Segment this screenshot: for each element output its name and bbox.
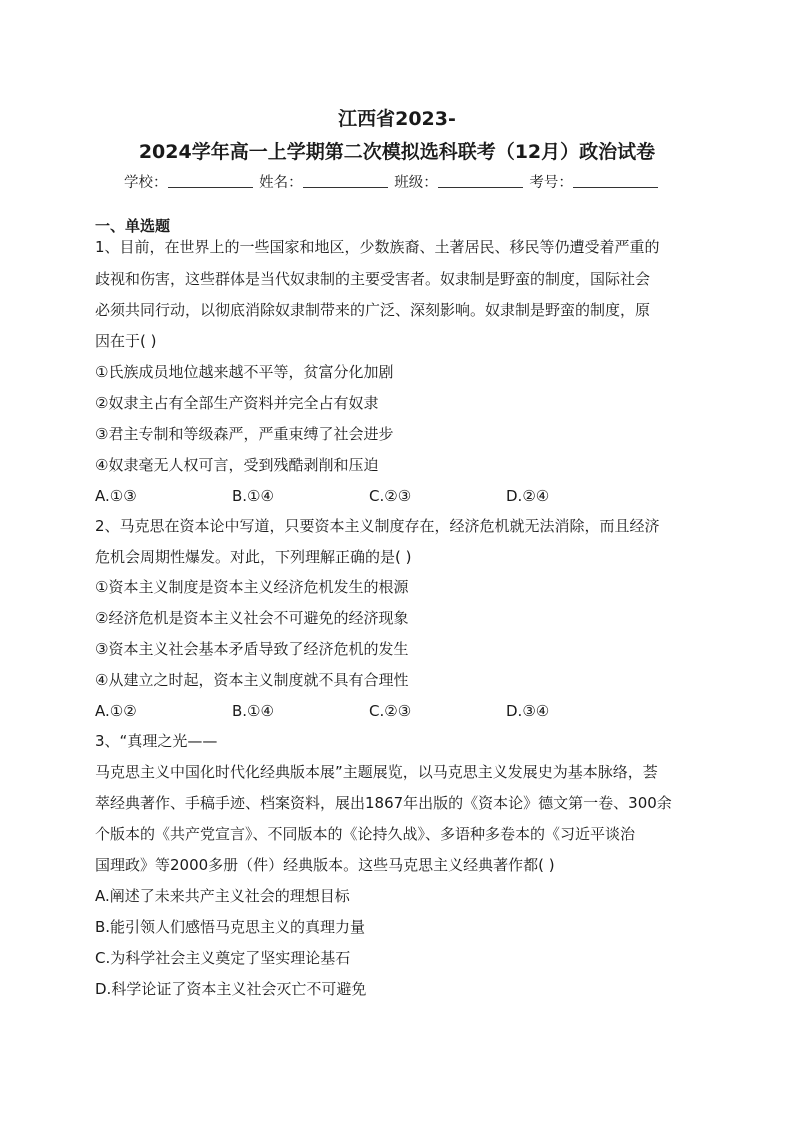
- exam-number-blank: [573, 175, 658, 188]
- q3-stem-line: 马克思主义中国化时代化经典版本展”主题展览，以马克思主义发展史为基本脉络，荟: [95, 763, 658, 781]
- q3-choice-b[interactable]: B.能引领人们感悟马克思主义的真理力量: [95, 918, 366, 936]
- q2-stem-line: 2、马克思在资本论中写道，只要资本主义制度存在，经济危机就无法消除，而且经济: [95, 517, 660, 535]
- q1-options: [95, 486, 643, 506]
- q1-option-a[interactable]: A.①③: [95, 487, 137, 505]
- q3-choice-d[interactable]: D.科学论证了资本主义社会灭亡不可避免: [95, 980, 367, 998]
- q2-option-a[interactable]: A.①②: [95, 702, 137, 720]
- name-label: 姓名：: [259, 175, 303, 191]
- q2-option-b[interactable]: B.①④: [232, 702, 274, 720]
- q1-option-b[interactable]: B.①④: [232, 487, 274, 505]
- q2-item: ①资本主义制度是资本主义经济危机发生的根源: [95, 578, 409, 596]
- q1-stem-line: 歧视和伤害，这些群体是当代奴隶制的主要受害者。奴隶制是野蛮的制度，国际社会: [95, 270, 651, 288]
- exam-title-line-2: 2024学年高一上学期第二次模拟选科联考（12月）政治试卷: [138, 141, 656, 163]
- q1-stem-line: 因在于( ): [95, 332, 157, 350]
- q2-stem-line: 危机会周期性爆发。对此，下列理解正确的是( ): [95, 548, 412, 566]
- q2-option-d[interactable]: D.③④: [506, 702, 550, 720]
- school-label: 学校：: [124, 175, 168, 191]
- q3-choice-a[interactable]: A.阐述了未来共产主义社会的理想目标: [95, 887, 350, 905]
- q2-item: ③资本主义社会基本矛盾导致了经济危机的发生: [95, 640, 409, 658]
- q1-option-d[interactable]: D.②④: [506, 487, 550, 505]
- q1-stem-line: 1、目前，在世界上的一些国家和地区，少数族裔、土著居民、移民等仍遭受着严重的: [95, 238, 660, 256]
- school-blank: [168, 175, 253, 188]
- q1-stem-line: 必须共同行动，以彻底消除奴隶制带来的广泛、深刻影响。奴隶制是野蛮的制度，原: [95, 301, 651, 319]
- section-title: 一、单选题: [95, 217, 171, 235]
- q2-item: ②经济危机是资本主义社会不可避免的经济现象: [95, 609, 409, 627]
- q3-stem-line: 国理政》等2000多册（件）经典版本。这些马克思主义经典著作都( ): [95, 856, 555, 874]
- q1-item: ④奴隶毫无人权可言，受到残酷剥削和压迫: [95, 456, 379, 474]
- q2-option-c[interactable]: C.②③: [369, 702, 412, 720]
- q1-option-c[interactable]: C.②③: [369, 487, 412, 505]
- q1-item: ③君主专制和等级森严，严重束缚了社会进步: [95, 425, 394, 443]
- exam-number-label: 考号：: [529, 175, 573, 191]
- q2-item: ④从建立之时起，资本主义制度就不具有合理性: [95, 671, 409, 689]
- q2-options: [95, 701, 643, 721]
- q1-item: ①氏族成员地位越来越不平等，贫富分化加剧: [95, 363, 394, 381]
- q3-stem-line: 萃经典著作、手稿手迹、档案资料，展出1867年出版的《资本论》德文第一卷、300余: [95, 794, 672, 812]
- q3-stem-line: 3、“真理之光——: [95, 732, 218, 750]
- exam-title-line-1: 江西省2023-: [338, 108, 456, 130]
- student-info-row: [124, 171, 660, 192]
- class-label: 班级：: [394, 175, 438, 191]
- q3-choice-c[interactable]: C.为科学社会主义奠定了坚实理论基石: [95, 949, 351, 967]
- class-blank: [438, 175, 523, 188]
- q3-stem-line: 个版本的《共产党宣言》、不同版本的《论持久战》、多语种多卷本的《习近平谈治: [95, 825, 636, 843]
- name-blank: [303, 175, 388, 188]
- q1-item: ②奴隶主占有全部生产资料并完全占有奴隶: [95, 394, 379, 412]
